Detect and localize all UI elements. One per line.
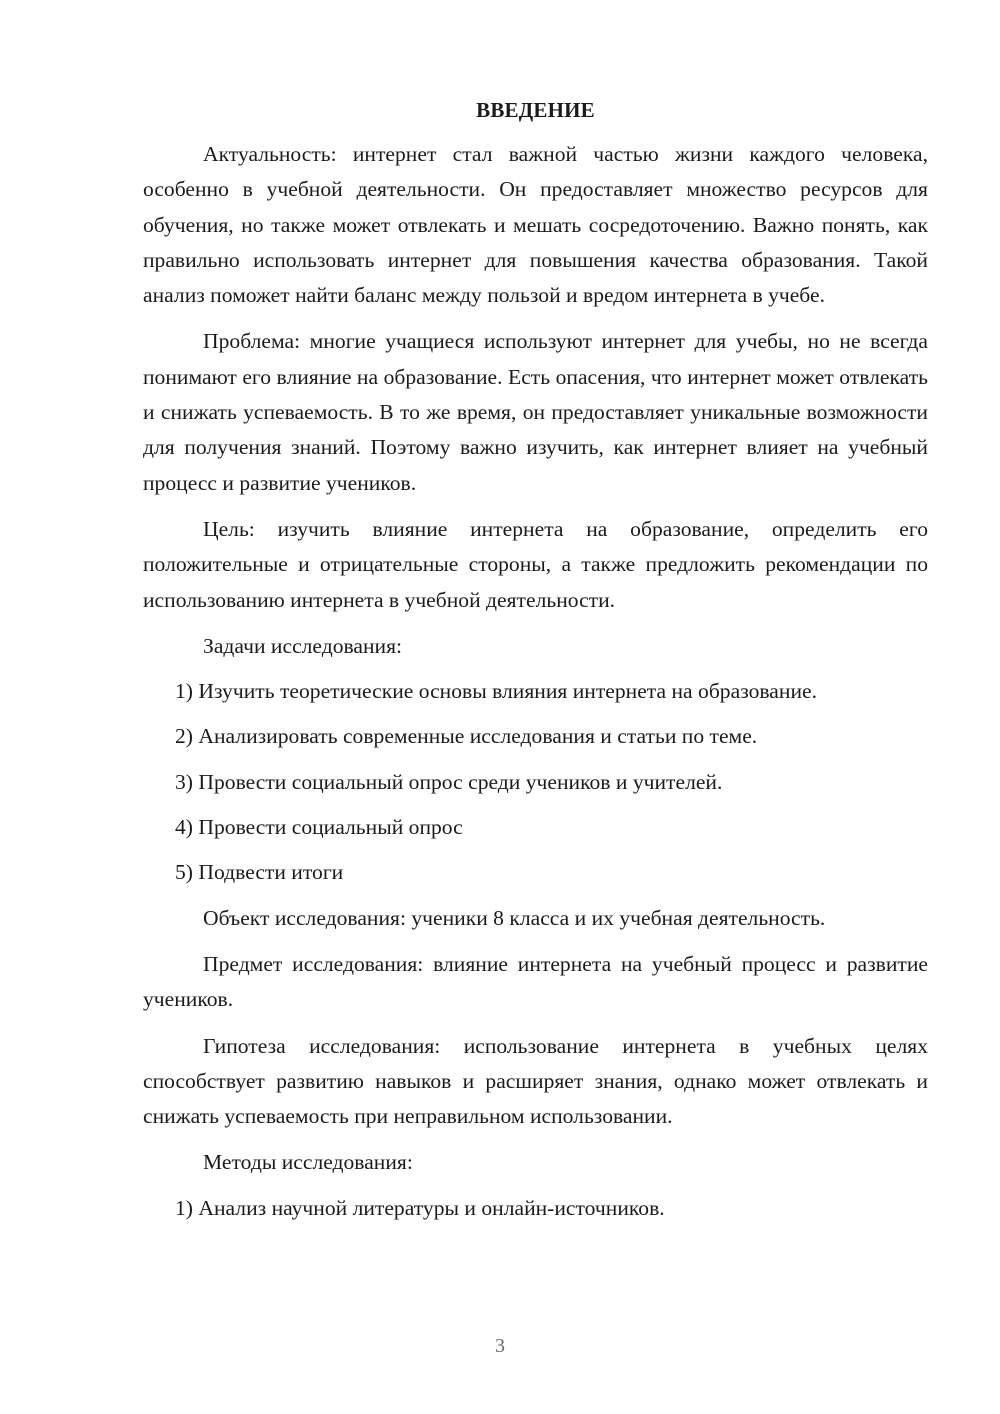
page-number: 3 xyxy=(495,1335,505,1357)
problem-paragraph: Проблема: многие учащиеся используют интернет для учебы, но не всегда понимают его влияние на образование. Есть опасения, что интернет может отвлекать и снижать успеваемость. В то же время, он предоставляет уникальные возможности для получения знаний. Поэтому важно изучить, как интернет влияет на учебный процесс и развитие учеников. xyxy=(143,329,928,495)
task-item: 2) Анализировать современные исследования и статьи по теме. xyxy=(175,724,758,749)
hypothesis-paragraph: Гипотеза исследования: использование интернета в учебных целях способствует развитию навыков и расширяет знания, однако может отвлекать и снижать успеваемость при неправильном использовании. xyxy=(143,1033,928,1129)
task-item: 3) Провести социальный опрос среди учеников и учителей. xyxy=(175,769,723,794)
goal-paragraph: Цель: изучить влияние интернета на образование, определить его положительные и отрицательные стороны, а также предложить рекомендации по использованию интернета в учебной деятельности. xyxy=(143,516,928,612)
methods-list xyxy=(143,1191,928,1226)
document-content xyxy=(143,96,928,1236)
relevance-paragraph: Актуальность: интернет стал важной частью жизни каждого человека, особенно в учебной деятельности. Он предоставляет множество ресурсов для обучения, но также может отвлекать и мешать сосредоточению. Важно понять, как правильно использовать интернет для повышения качества образования. Такой анализ поможет найти баланс между пользой и вредом интернета в учебе. xyxy=(143,142,928,308)
method-item: 1) Анализ научной литературы и онлайн-источников. xyxy=(175,1195,665,1220)
tasks-list xyxy=(143,674,928,890)
document-title: ВВЕДЕНИЕ xyxy=(476,98,595,122)
task-item: 1) Изучить теоретические основы влияния интернета на образование. xyxy=(175,679,817,704)
task-item: 5) Подвести итоги xyxy=(175,860,344,885)
methods-heading: Методы исследования: xyxy=(203,1150,413,1175)
subject-paragraph: Предмет исследования: влияние интернета на учебный процесс и развитие учеников. xyxy=(143,951,928,1012)
task-item: 4) Провести социальный опрос xyxy=(175,815,463,840)
tasks-heading: Задачи исследования: xyxy=(203,633,403,658)
object-paragraph: Объект исследования: ученики 8 класса и их учебная деятельность. xyxy=(203,905,826,930)
